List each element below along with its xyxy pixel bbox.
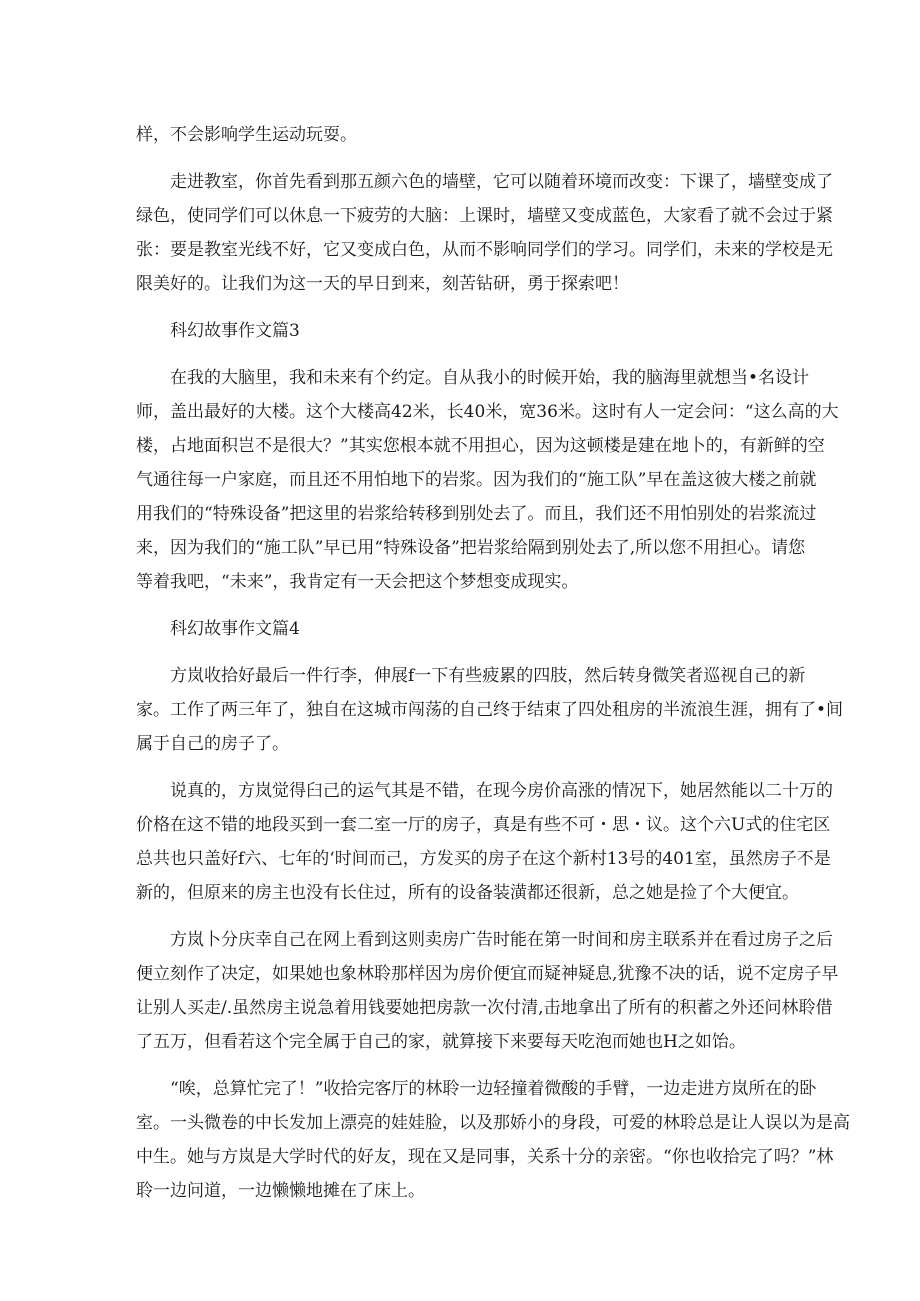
text-line: 样，不会影响学生运动玩耍。	[136, 125, 357, 145]
paragraph	[136, 361, 839, 599]
text-line: 了五万，但看若这个完全属于自己的家，就算接下来要每天吃泡而她也H之如饴。	[136, 1032, 746, 1052]
paragraph	[136, 1072, 850, 1208]
paragraph	[136, 165, 833, 301]
text-line: 价格在这不错的地段买到一套二室一厅的房子，真是有些不可・思・议。这个六U式的住宅区	[136, 815, 831, 835]
text-line: 让别人买走/.虽然房主说急着用钱要她把房款一次付清,击地拿出了所有的积蓄之外还问林聆借	[136, 998, 833, 1018]
text-line: 气通往每一户家庭，而且还不用怕地下的岩浆。因为我们的“施工队”早在盖这彼大楼之前就	[136, 470, 817, 490]
text-line: 便立刻作了决定，如果她也象林聆那样因为房价便宜而疑神疑息,犹豫不决的话，说不定房子早	[136, 964, 839, 984]
text-line: 中生。她与方岚是大学时代的好友，现在又是同事，关系十分的亲密。“你也收拾完了吗？”林	[136, 1147, 834, 1167]
paragraph	[136, 923, 839, 1059]
text-line: 聆一边问道，一边懒懒地摊在了床上。	[136, 1181, 425, 1201]
section-heading: 科幻故事作文篇4	[170, 619, 300, 639]
text-line: 说真的，方岚觉得臼己的运气其是不错，在现今房价高涨的情况下，她居然能以二十万的	[170, 781, 833, 801]
paragraph	[136, 659, 844, 761]
text-line: 用我们的“特殊设备”把这里的岩浆给转移到别处去了。而且，我们还不用怕别处的岩浆流过	[136, 504, 817, 524]
text-line: 在我的大脑里，我和未来有个约定。自从我小的时候开始，我的脑海里就想当•名设计	[170, 368, 810, 388]
text-line: 新的，但原来的房主也没有长住过，所有的设备装潢都还很新，总之她是捡了个大便宜。	[136, 883, 799, 903]
section-heading: 科幻故事作文篇3	[170, 321, 300, 341]
text-line: 总共也只盖好f六、七年的‘时间而己，方发买的房子在这个新村13号的401室，虽然房子不是	[136, 849, 831, 869]
text-line: 方岚收拾好最后一件行李，伸展f一下有些疲累的四肢，然后转身微笑者巡视自己的新	[170, 666, 806, 686]
text-line: 家。工作了两三年了，独自在这城市闯荡的自己终于结束了四处租房的半流浪生涯，拥有了•间	[136, 700, 844, 720]
text-line: 楼，占地面积岂不是很大？”其实您根本就不用担心，因为这顿楼是建在地卜的，有新鲜的空	[136, 436, 825, 456]
text-line: 走进教室，你首先看到那五颜六色的墙壁，它可以随着环境而改变：下课了，墙壁变成了	[170, 172, 833, 192]
text-line: 方岚卜分庆幸自己在网上看到这则卖房广告时能在第一时间和房主联系并在看过房子之后	[170, 930, 833, 950]
text-line: 室。一头微卷的中长发加上漂亮的娃娃脸，以及那娇小的身段，可爱的林聆总是让人误以为是高	[136, 1113, 850, 1133]
paragraph	[136, 118, 786, 152]
paragraph	[136, 774, 833, 910]
document-body	[136, 118, 850, 1208]
text-line: 绿色，使同学们可以休息一下疲劳的大脑：上课时，墙壁又变成蓝色，大家看了就不会过于紧	[136, 206, 833, 226]
text-line: 等着我吧，“未来”，我肯定有一天会把这个梦想变成现实。	[136, 572, 579, 592]
text-line: 师，盖出最好的大楼。这个大楼高42米，长40米，宽36米。这时有人一定会问：“这么高的大	[136, 402, 839, 422]
text-line: 张：要是教室光线不好，它又变成白色，从而不影响同学们的学习。同学们，未来的学校是无	[136, 240, 833, 260]
text-line: 限美好的。让我们为这一天的早日到来，刻苦钻研，勇于探索吧！	[136, 274, 629, 294]
text-line: 属于自己的房子了。	[136, 734, 289, 754]
text-line: 来，因为我们的“施工队”早已用“特殊设备”把岩浆给隔到别处去了,所以您不用担心。请您	[136, 538, 806, 558]
text-line: “唉，总算忙完了！”收拾完客厅的林聆一边轻撞着微酸的手臂，一边走进方岚所在的卧	[170, 1079, 817, 1099]
